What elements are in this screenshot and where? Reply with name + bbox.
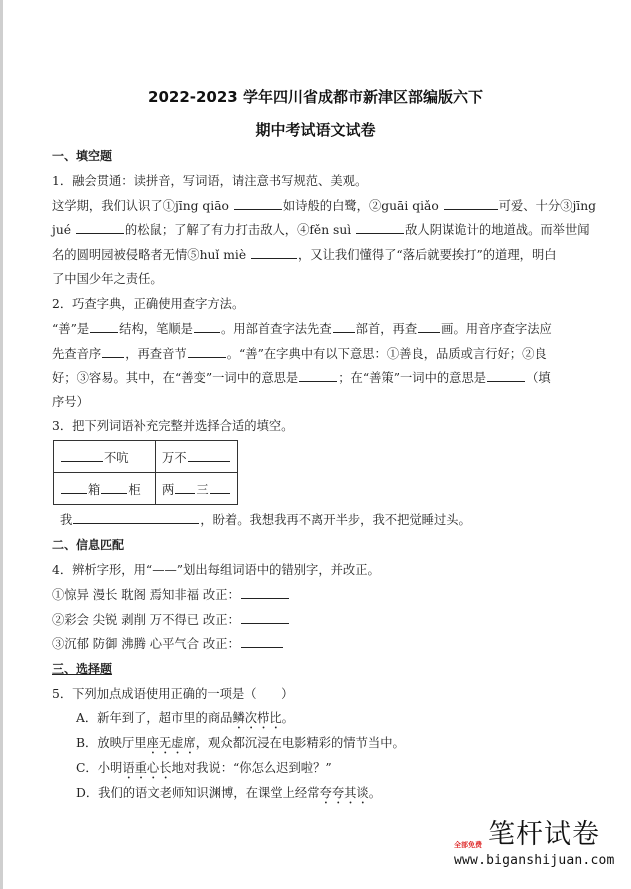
q5-option-c[interactable] bbox=[76, 760, 332, 782]
q3-stem: 3．把下列词语补充完整并选择合适的填空。 bbox=[52, 419, 294, 433]
q2-text: 结构，笔顺是 bbox=[119, 322, 193, 336]
section-heading-fill-blank: 一、填空题 bbox=[52, 149, 113, 163]
cell-text: 万不 bbox=[162, 450, 187, 465]
q4-item-1 bbox=[52, 587, 290, 603]
answer-blank[interactable] bbox=[299, 370, 337, 382]
cell-text: 三 bbox=[196, 482, 209, 497]
dotted-idiom: 鳞次栉比 bbox=[232, 711, 282, 725]
q2-text: （填 bbox=[526, 371, 551, 385]
q2-line3 bbox=[52, 370, 551, 386]
answer-blank[interactable] bbox=[61, 450, 103, 462]
answer-blank[interactable] bbox=[241, 587, 289, 599]
q1-stem: 1．融会贯通：读拼音，写词语，请注意书写规范、美观。 bbox=[52, 174, 368, 188]
option-text: 。 bbox=[368, 786, 382, 800]
q1-text: 这学期，我们认识了①jīng qiāo bbox=[52, 199, 233, 213]
answer-blank[interactable] bbox=[210, 482, 230, 494]
doc-title-line2: 期中考试语文试卷 bbox=[255, 121, 376, 139]
option-text: D．我们的语文老师知识渊博，在课堂上经常 bbox=[76, 786, 320, 800]
dotted-idiom: 夸夸其谈 bbox=[319, 786, 369, 800]
q1-text: 如诗般的白鹭，②guāi qiǎo bbox=[282, 199, 443, 213]
q2-text: 先查音序 bbox=[52, 347, 102, 361]
q5-stem: 5．下列加点成语使用正确的一项是（ ） bbox=[52, 687, 294, 701]
answer-blank[interactable] bbox=[234, 198, 282, 210]
answer-blank[interactable] bbox=[241, 612, 289, 624]
q3-cell bbox=[156, 473, 238, 505]
dotted-idiom: 语重心长 bbox=[122, 761, 172, 775]
q1-text: 可爱、十分③jīng bbox=[498, 199, 596, 213]
q1-text: 敌人阴谋诡计的地道战。而举世闻 bbox=[405, 223, 590, 237]
option-text: ，观众都沉浸在电影精彩的情节当中。 bbox=[195, 736, 405, 750]
section-heading-multiple-choice: 三、选择题 bbox=[52, 662, 113, 676]
answer-blank[interactable] bbox=[251, 247, 297, 259]
answer-blank[interactable] bbox=[73, 512, 199, 524]
answer-blank[interactable] bbox=[102, 346, 124, 358]
answer-blank[interactable] bbox=[194, 321, 220, 333]
q1-text: ，又让我们懂得了“落后就要挨打”的道理，明白 bbox=[298, 248, 557, 262]
answer-blank[interactable] bbox=[175, 482, 195, 494]
q2-text: 画。用音序查字法应 bbox=[441, 322, 552, 336]
q3-sentence bbox=[60, 512, 471, 528]
watermark-url: www.biganshijuan.com bbox=[454, 853, 615, 868]
option-text: 地对我说：“你怎么迟到啦？” bbox=[171, 761, 332, 775]
q1-text: 的松鼠；了解了有力打击敌人，④fěn suì bbox=[124, 223, 356, 237]
q4-text: ②彩会 尖锐 剥削 万不得已 改正： bbox=[52, 613, 240, 627]
q3-cell bbox=[54, 473, 156, 505]
option-text: 。 bbox=[281, 711, 294, 725]
q4-text: ①惊异 漫长 耽阁 焉知非福 改正： bbox=[52, 588, 240, 602]
q3-cell bbox=[54, 441, 156, 473]
option-text: A．新年到了，超市里的商品 bbox=[76, 711, 233, 725]
answer-blank[interactable] bbox=[333, 321, 355, 333]
q3-text: 我 bbox=[60, 513, 73, 527]
cell-text: 不吭 bbox=[104, 450, 129, 465]
section-heading-info-match: 二、信息匹配 bbox=[52, 538, 125, 552]
q2-text: ；在“善策”一词中的意思是 bbox=[338, 371, 487, 385]
option-text: C．小明 bbox=[76, 761, 123, 775]
q2-stem: 2．巧查字典，正确使用查字方法。 bbox=[52, 297, 245, 311]
answer-blank[interactable] bbox=[241, 636, 283, 648]
q1-text: 名的圆明园被侵略者无情⑤huǐ miè bbox=[52, 248, 251, 262]
q2-line4: 序号） bbox=[52, 395, 89, 409]
q4-text: ③沉郁 防御 沸腾 心平气合 改正： bbox=[52, 637, 240, 651]
q1-line1 bbox=[52, 198, 596, 214]
dotted-idiom: 座无虚席 bbox=[146, 736, 196, 750]
q5-option-d[interactable] bbox=[76, 785, 381, 807]
q5-option-b[interactable] bbox=[76, 735, 405, 757]
answer-blank[interactable] bbox=[444, 198, 498, 210]
answer-blank[interactable] bbox=[356, 222, 404, 234]
cell-text: 两 bbox=[162, 482, 175, 497]
answer-blank[interactable] bbox=[188, 450, 230, 462]
q1-line4: 了中国少年之责任。 bbox=[52, 272, 163, 286]
q1-text: jué bbox=[52, 223, 75, 237]
watermark-brand: 笔杆试卷 bbox=[488, 819, 600, 850]
q4-item-2 bbox=[52, 612, 290, 628]
answer-blank[interactable] bbox=[90, 321, 118, 333]
answer-blank[interactable] bbox=[487, 370, 525, 382]
q4-stem: 4．辨析字形，用“——”划出每组词语中的错别字，并改正。 bbox=[52, 563, 380, 577]
q2-line2 bbox=[52, 346, 547, 362]
q3-word-table bbox=[53, 440, 238, 505]
q4-item-3 bbox=[52, 636, 284, 652]
q3-cell bbox=[156, 441, 238, 473]
option-text: B．放映厅里 bbox=[76, 736, 147, 750]
q2-line1 bbox=[52, 321, 552, 337]
answer-blank[interactable] bbox=[76, 222, 124, 234]
q5-option-a[interactable] bbox=[76, 710, 294, 732]
q1-line3 bbox=[52, 247, 557, 263]
answer-blank[interactable] bbox=[188, 346, 226, 358]
q2-text: 好；③容易。其中，在“善变”一词中的意思是 bbox=[52, 371, 299, 385]
q2-text: 。用部首查字法先查 bbox=[220, 322, 332, 336]
q2-text: “善”是 bbox=[52, 322, 90, 336]
doc-title-line1: 2022-2023 学年四川省成都市新津区部编版六下 bbox=[148, 88, 483, 106]
q3-text: ，盼着。我想我再不离开半步，我不把觉睡过头。 bbox=[200, 513, 471, 527]
answer-blank[interactable] bbox=[101, 482, 127, 494]
q2-text: ，再查音节 bbox=[125, 347, 187, 361]
q2-text: 。“善”在字典中有以下意思：①善良，品质或言行好；②良 bbox=[226, 347, 547, 361]
q2-text: 部首，再查 bbox=[355, 322, 418, 336]
watermark-tag: 全部免费 bbox=[454, 841, 482, 849]
answer-blank[interactable] bbox=[418, 321, 440, 333]
cell-text: 箱 bbox=[88, 482, 101, 497]
q1-line2 bbox=[52, 222, 590, 238]
answer-blank[interactable] bbox=[61, 482, 87, 494]
cell-text: 柜 bbox=[128, 482, 141, 497]
